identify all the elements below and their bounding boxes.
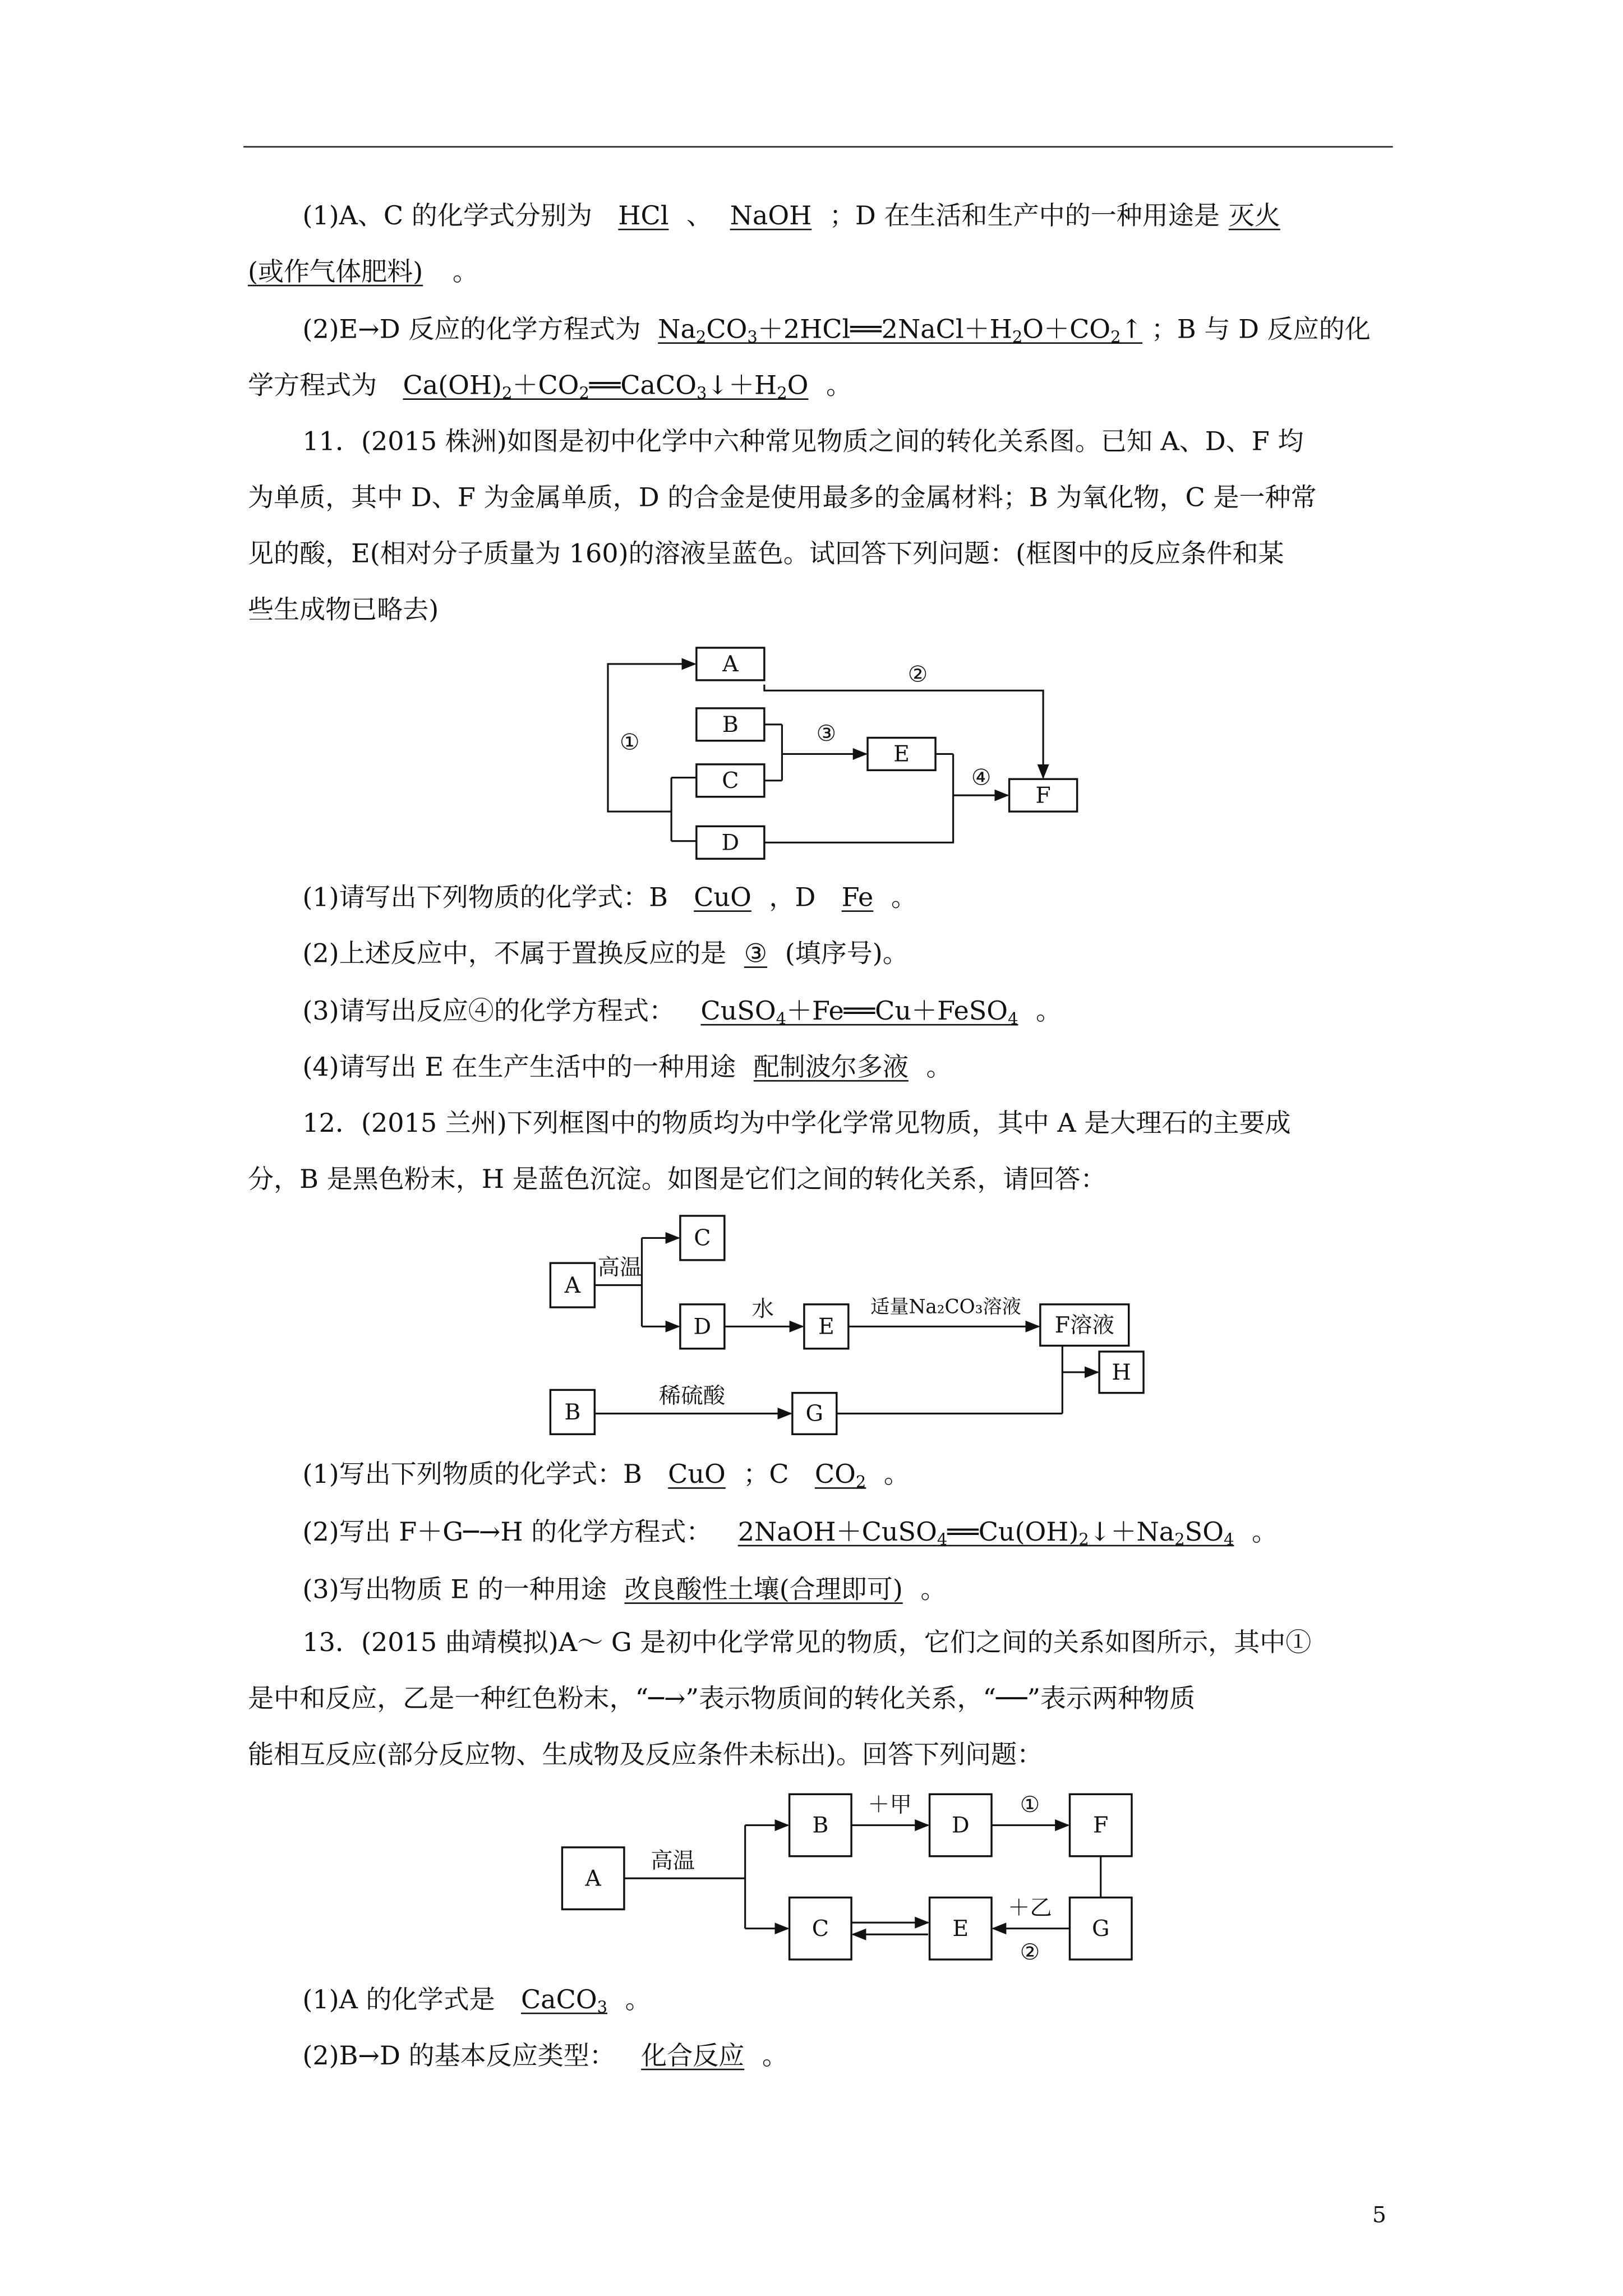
q13-label-yi: ＋乙 xyxy=(1007,1895,1052,1921)
q10-part1-cont: (或作气体肥料) 。 xyxy=(248,258,478,288)
answer-equation: $2NaOH+CuSO_4══Cu(OH)_2↓+Na_2SO_4$ xyxy=(737,1518,1234,1550)
q13-label-circle-1: ① xyxy=(1020,1791,1040,1818)
answer-blank: ③ xyxy=(744,939,768,970)
answer-blank: CuO xyxy=(668,1460,726,1491)
q11-label-3: ③ xyxy=(816,720,837,746)
q12-box-c-label: C xyxy=(694,1225,711,1251)
q12-flow-diagram xyxy=(538,1207,1158,1443)
q12-stem-line: 12．(2015 兰州)下列框图中的物质均为中学化学常见物质，其中 A 是大理石的主要成 xyxy=(302,1109,1291,1140)
q12-label-high-temp: 高温 xyxy=(597,1255,642,1281)
q11-box-f-label: F xyxy=(1035,782,1051,809)
q11-part3: (3)请写出反应④的化学方程式： CuSO$_4$＋Fe══Cu＋FeSO$_4$ 。 xyxy=(302,997,1062,1029)
q11-stem-line: 11．(2015 株洲)如图是初中化学中六种常见物质之间的转化关系图。已知 A、D、F 均 xyxy=(302,427,1304,458)
q11-stem-line: 些生成物已略去) xyxy=(248,596,439,626)
q11-stem-line: 为单质，其中 D、F 为金属单质，D 的合金是使用最多的金属材料；B 为氧化物，C 是一种常 xyxy=(248,483,1317,514)
q11-label-2: ② xyxy=(907,661,928,688)
q12-part3: (3)写出物质 E 的一种用途 改良酸性土壤(合理即可) 。 xyxy=(302,1575,947,1606)
q12-box-b-label: B xyxy=(564,1399,581,1426)
q11-label-1: ① xyxy=(620,729,640,755)
q10-part2-cont: 学方程式为 $Ca(OH)_2+CO_2══CaCO_3↓+H_2O$ 。 xyxy=(248,372,852,403)
q12-label-water: 水 xyxy=(751,1295,774,1322)
q13-label-high-temp: 高温 xyxy=(651,1847,695,1874)
q12-box-e-label: E xyxy=(818,1313,834,1340)
q11-box-b-label: B xyxy=(722,711,739,737)
q11-box-c-label: C xyxy=(722,767,739,794)
answer-equation: CuSO$_4$＋Fe══Cu＋FeSO$_4$ xyxy=(700,997,1018,1029)
q11-flow-diagram xyxy=(590,634,1106,870)
q11-part2: (2)上述反应中，不属于置换反应的是 ③ (填序号)。 xyxy=(302,939,909,970)
answer-blank: (或作气体肥料) xyxy=(248,258,423,288)
q13-part1: (1)A 的化学式是 CaCO$_3$ 。 xyxy=(302,1986,651,2017)
q13-box-a-label: A xyxy=(585,1865,601,1892)
answer-equation: $Ca(OH)_2+CO_2══CaCO_3↓+H_2O$ xyxy=(403,372,809,403)
answer-blank: 化合反应 xyxy=(641,2042,745,2072)
header-rule xyxy=(243,146,1393,147)
q11-box-e-label: E xyxy=(893,741,910,767)
answer-blank: $CO_2$ xyxy=(814,1460,866,1492)
q13-stem-line: 是中和反应，乙是一种红色粉末，“─→”表示物质间的转化关系，“──”表示两种物质 xyxy=(248,1685,1196,1715)
page-number: 5 xyxy=(1372,2201,1386,2228)
q12-box-d-label: D xyxy=(693,1313,712,1340)
q12-box-h-label: H xyxy=(1112,1359,1131,1385)
q10-part2: (2)E→D 反应的化学方程式为 $Na_2CO_3+2HCl══2NaCl+H_2O+CO_2↑$ ；B 与 D 反应的化 xyxy=(302,316,1371,347)
answer-blank: NaOH xyxy=(730,202,812,232)
q13-label-jia: ＋甲 xyxy=(868,1791,912,1818)
q12-part1: (1)写出下列物质的化学式：B CuO ；C $CO_2$ 。 xyxy=(302,1460,910,1492)
q11-box-d-label: D xyxy=(721,829,740,856)
q13-part2: (2)B→D 的基本反应类型： 化合反应 。 xyxy=(302,2042,788,2072)
answer-blank: CaCO$_3$ xyxy=(520,1986,608,2017)
answer-blank: 灭火 xyxy=(1228,202,1280,232)
q13-flow-diagram xyxy=(554,1782,1173,1974)
q11-box-a-label: A xyxy=(722,651,739,677)
q13-stem-line: 能相互反应(部分反应物、生成物及反应条件未标出)。回答下列问题： xyxy=(248,1741,1043,1771)
answer-equation: $Na_2CO_3+2HCl══2NaCl+H_2O+CO_2↑$ xyxy=(658,316,1143,347)
q13-box-d-label: D xyxy=(951,1812,970,1838)
q11-stem-line: 见的酸，E(相对分子质量为 160)的溶液呈蓝色。试回答下列问题：(框图中的反应条件和某 xyxy=(248,540,1284,570)
q12-label-acid: 稀硫酸 xyxy=(658,1383,726,1409)
q13-stem-line: 13．(2015 曲靖模拟)A～ G 是初中化学常见的物质，它们之间的关系如图所示，其中① xyxy=(302,1629,1312,1659)
q13-box-c-label: C xyxy=(811,1915,829,1942)
q13-box-e-label: E xyxy=(952,1915,969,1942)
q12-box-f-label: F溶液 xyxy=(1054,1312,1114,1338)
answer-blank: CuO xyxy=(694,883,751,914)
q12-label-na2co3: 适量Na₂CO₃溶液 xyxy=(870,1295,1021,1318)
q11-part1: (1)请写出下列物质的化学式：B CuO ，D Fe 。 xyxy=(302,883,917,914)
q10-part1: (1)A、C 的化学式分别为 HCl 、 NaOH ；D 在生活和生产中的一种用途是 灭火 xyxy=(302,199,1289,234)
answer-blank: Fe xyxy=(841,883,874,914)
answer-blank: HCl xyxy=(618,202,669,232)
q13-box-g-label: G xyxy=(1091,1915,1110,1942)
answer-blank: 配制波尔多液 xyxy=(753,1053,909,1084)
q12-stem-line: 分，B 是黑色粉末，H 是蓝色沉淀。如图是它们之间的转化关系，请回答： xyxy=(248,1165,1106,1196)
answer-blank: 改良酸性土壤(合理即可) xyxy=(624,1575,903,1606)
q13-box-b-label: B xyxy=(812,1812,829,1838)
q11-part4: (4)请写出 E 在生产生活中的一种用途 配制波尔多液 。 xyxy=(302,1053,952,1084)
q12-part2: (2)写出 F＋G─→H 的化学方程式： $2NaOH+CuSO_4══Cu(OH)_2↓+Na_2SO_4$ 。 xyxy=(302,1518,1278,1550)
q13-box-f-label: F xyxy=(1093,1812,1109,1838)
q13-label-circle-2: ② xyxy=(1020,1939,1040,1965)
q12-box-g-label: G xyxy=(805,1400,824,1427)
q11-label-4: ④ xyxy=(971,764,992,791)
q12-box-a-label: A xyxy=(564,1272,581,1298)
